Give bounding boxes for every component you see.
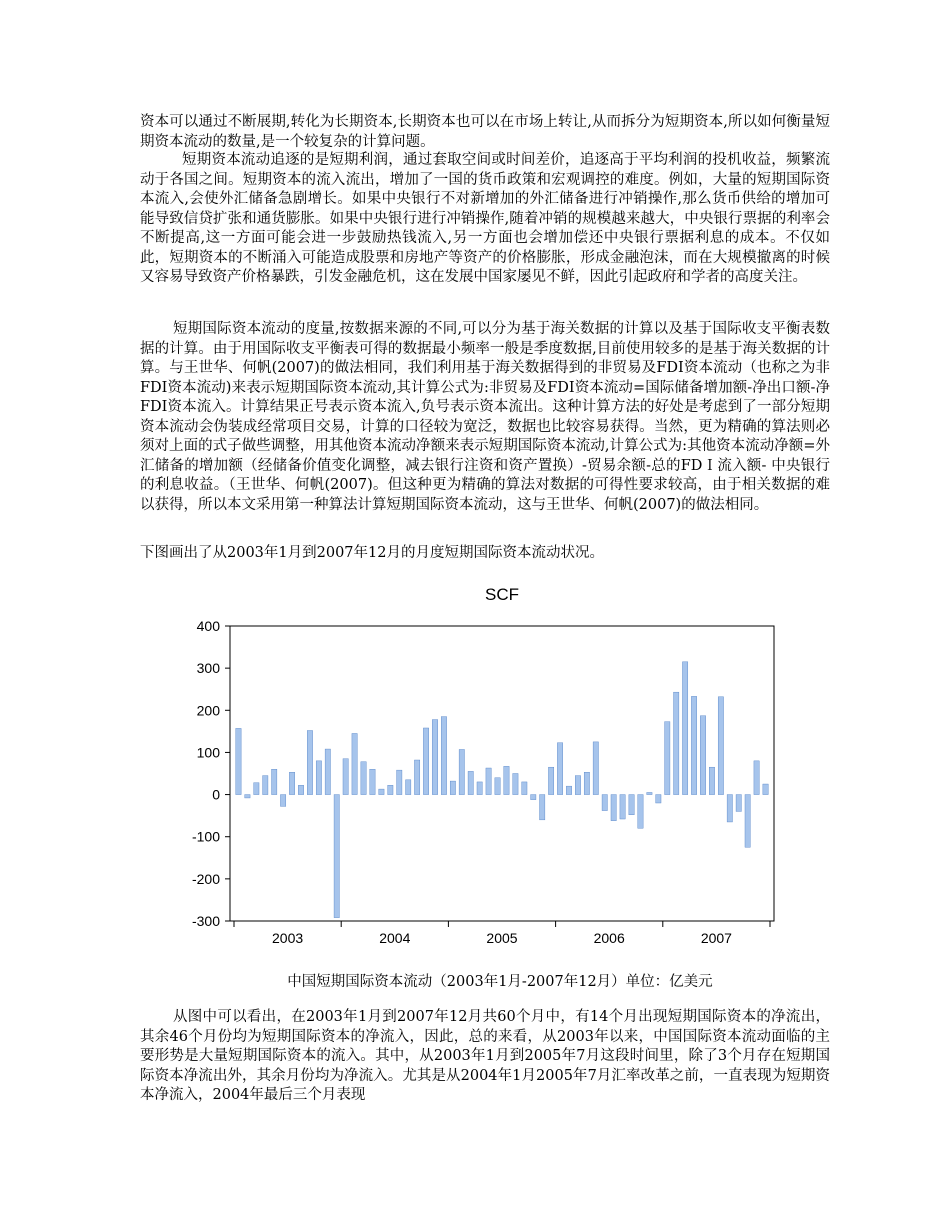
bar [745, 795, 750, 848]
bar [754, 761, 759, 795]
y-tick-label: 200 [196, 702, 220, 719]
scf-bar-chart [170, 580, 790, 960]
y-tick-label: 100 [196, 744, 220, 761]
bar [674, 692, 679, 794]
bar [289, 772, 294, 794]
bar [602, 795, 607, 811]
y-tick-label: -200 [191, 870, 220, 887]
chart-title: SCF [485, 585, 519, 604]
bar [280, 795, 285, 807]
y-tick-label: 300 [196, 660, 220, 677]
bar [468, 771, 473, 794]
bar [691, 696, 696, 794]
bar [656, 795, 661, 803]
bar [459, 749, 464, 794]
paragraph-1: 资本可以通过不断展期,转化为长期资本,长期资本也可以在市场上转让,从而拆分为短期资本,所以如何衡量短期资本流动的数量,是一个较复杂的计算问题。 [140, 114, 830, 150]
bar [727, 795, 732, 822]
bar [272, 769, 277, 794]
y-tick-label: 0 [212, 786, 220, 803]
x-tick-label: 2006 [593, 930, 625, 946]
x-tick-label: 2003 [272, 930, 304, 946]
bar [548, 767, 553, 794]
bar [665, 722, 670, 795]
bar [245, 795, 250, 798]
bar [504, 766, 509, 794]
x-tick-label: 2004 [379, 930, 411, 946]
bar [477, 782, 482, 795]
y-tick-label: -100 [191, 828, 220, 845]
bar [575, 776, 580, 795]
bar [379, 789, 384, 794]
paragraph-2: 短期资本流动追逐的是短期利润，通过套取空间或时间差价，追逐高于平均利润的投机收益，频繁流动于各国之间。短期资本的流入流出，增加了一国的货币政策和宏观调控的难度。例如，大量的短期国际资本流入,会使外汇储备急剧增长。如果中央银行不对新增加的外汇储备进行冲销操作,那么货币供给的增加可能导致信贷扩张和通货膨胀。如果中央银行进行冲销操作,随着冲销的规模越来越大，中央银行票据的利率会不断提高,这一方面可能会进一步鼓励热钱流入,另一方面也会增加偿还中央银行票据利息的成本。不仅如此，短期资本的不断涌入可能造成股票和房地产等资产的价格膨胀，形成金融泡沫，而在大规模撤离的时候又容易导致资产价格暴跌，引发金融危机，这在发展中国家屡见不鲜，因此引起政府和学者的高度关注。 [140, 152, 830, 285]
bar [352, 733, 357, 794]
y-tick-label: -300 [191, 913, 220, 929]
bar [531, 795, 536, 800]
bar [682, 662, 687, 795]
bar [566, 786, 571, 794]
bar [441, 717, 446, 795]
bar [584, 772, 589, 794]
bar [432, 720, 437, 795]
bar [370, 769, 375, 794]
bar [263, 776, 268, 795]
bar [388, 785, 393, 794]
bar [736, 795, 741, 812]
bar [334, 795, 339, 918]
chart-svg [170, 580, 790, 960]
paragraph-4: 下图画出了从2003年1月到2007年12月的月度短期国际资本流动状况。 [140, 545, 604, 561]
bar [513, 774, 518, 795]
bar [414, 760, 419, 795]
bar [540, 795, 545, 820]
bar [316, 761, 321, 795]
bar [718, 697, 723, 795]
bar [254, 783, 259, 795]
bar [638, 795, 643, 829]
bar [620, 795, 625, 819]
paragraph-5: 从图中可以看出，在2003年1月到2007年12月共60个月中，有14个月出现短期国际资本的净流出，其余46个月份均为短期国际资本的净流入，因此，总的来看，从2003年以来，中国国际资本流动面临的主要形势是大量短期国际资本的流入。其中，从2003年1月到2005年7月这段时间里，除了3个月存在短期国际资本净流出外，其余月份均为净流入。尤其是从2004年1月2005年7月汇率改革之前，一直表现为短期资本净流入，2004年最后三个月表现 [140, 1009, 830, 1103]
bar [343, 759, 348, 795]
x-tick-label: 2007 [700, 930, 732, 946]
bar [325, 749, 330, 795]
bar [763, 784, 768, 795]
bar [647, 792, 652, 794]
bar [629, 795, 634, 815]
bar [495, 778, 500, 795]
bar [709, 767, 714, 794]
bar [486, 768, 491, 795]
bar [236, 728, 241, 794]
bar [423, 728, 428, 795]
bar [557, 743, 562, 795]
bar [298, 785, 303, 794]
bar [307, 731, 312, 795]
bar [700, 716, 705, 795]
bar [397, 770, 402, 794]
bar [522, 782, 527, 795]
bar [593, 742, 598, 795]
bar [406, 780, 411, 795]
figure-caption: 中国短期国际资本流动（2003年1月-2007年12月）单位：亿美元 [287, 974, 713, 990]
y-tick-label: 400 [196, 618, 220, 634]
x-tick-label: 2005 [486, 930, 518, 946]
bar [611, 795, 616, 821]
bar [450, 781, 455, 794]
bar [361, 762, 366, 795]
paragraph-3: 短期国际资本流动的度量,按数据来源的不同,可以分为基于海关数据的计算以及基于国际收支平衡表数据的计算。由于用国际收支平衡表可得的数据最小频率一般是季度数据,目前使用较多的是基于海关数据的计算。与王世华、何帆(2007)的做法相同，我们利用基于海关数据得到的非贸易及FDI资本流动（也称之为非FDI资本流动)来表示短期国际资本流动,其计算公式为:非贸易及FDI资本流动=国际储备增加额-净出口额-净FDI资本流入。计算结果正号表示资本流入,负号表示资本流出。这种计算方法的好处是考虑到了一部分短期资本流动会伪装成经常项目交易，计算的口径较为宽泛，数据也比较容易获得。当然，更为精确的算法则必须对上面的式子做些调整，用其他资本流动净额来表示短期国际资本流动,计算公式为:其他资本流动净额=外汇储备的增加额（经储备价值变化调整，减去银行注资和资产置换）-贸易余额-总的FDＩ流入额- 中央银行的利息收益。（王世华、何帆(2007)。但这种更为精确的算法对数据的可得性要求较高，由于相关数据的难以获得，所以本文采用第一种算法计算短期国际资本流动，这与王世华、何帆(2007)的做法相同。 [140, 321, 830, 513]
